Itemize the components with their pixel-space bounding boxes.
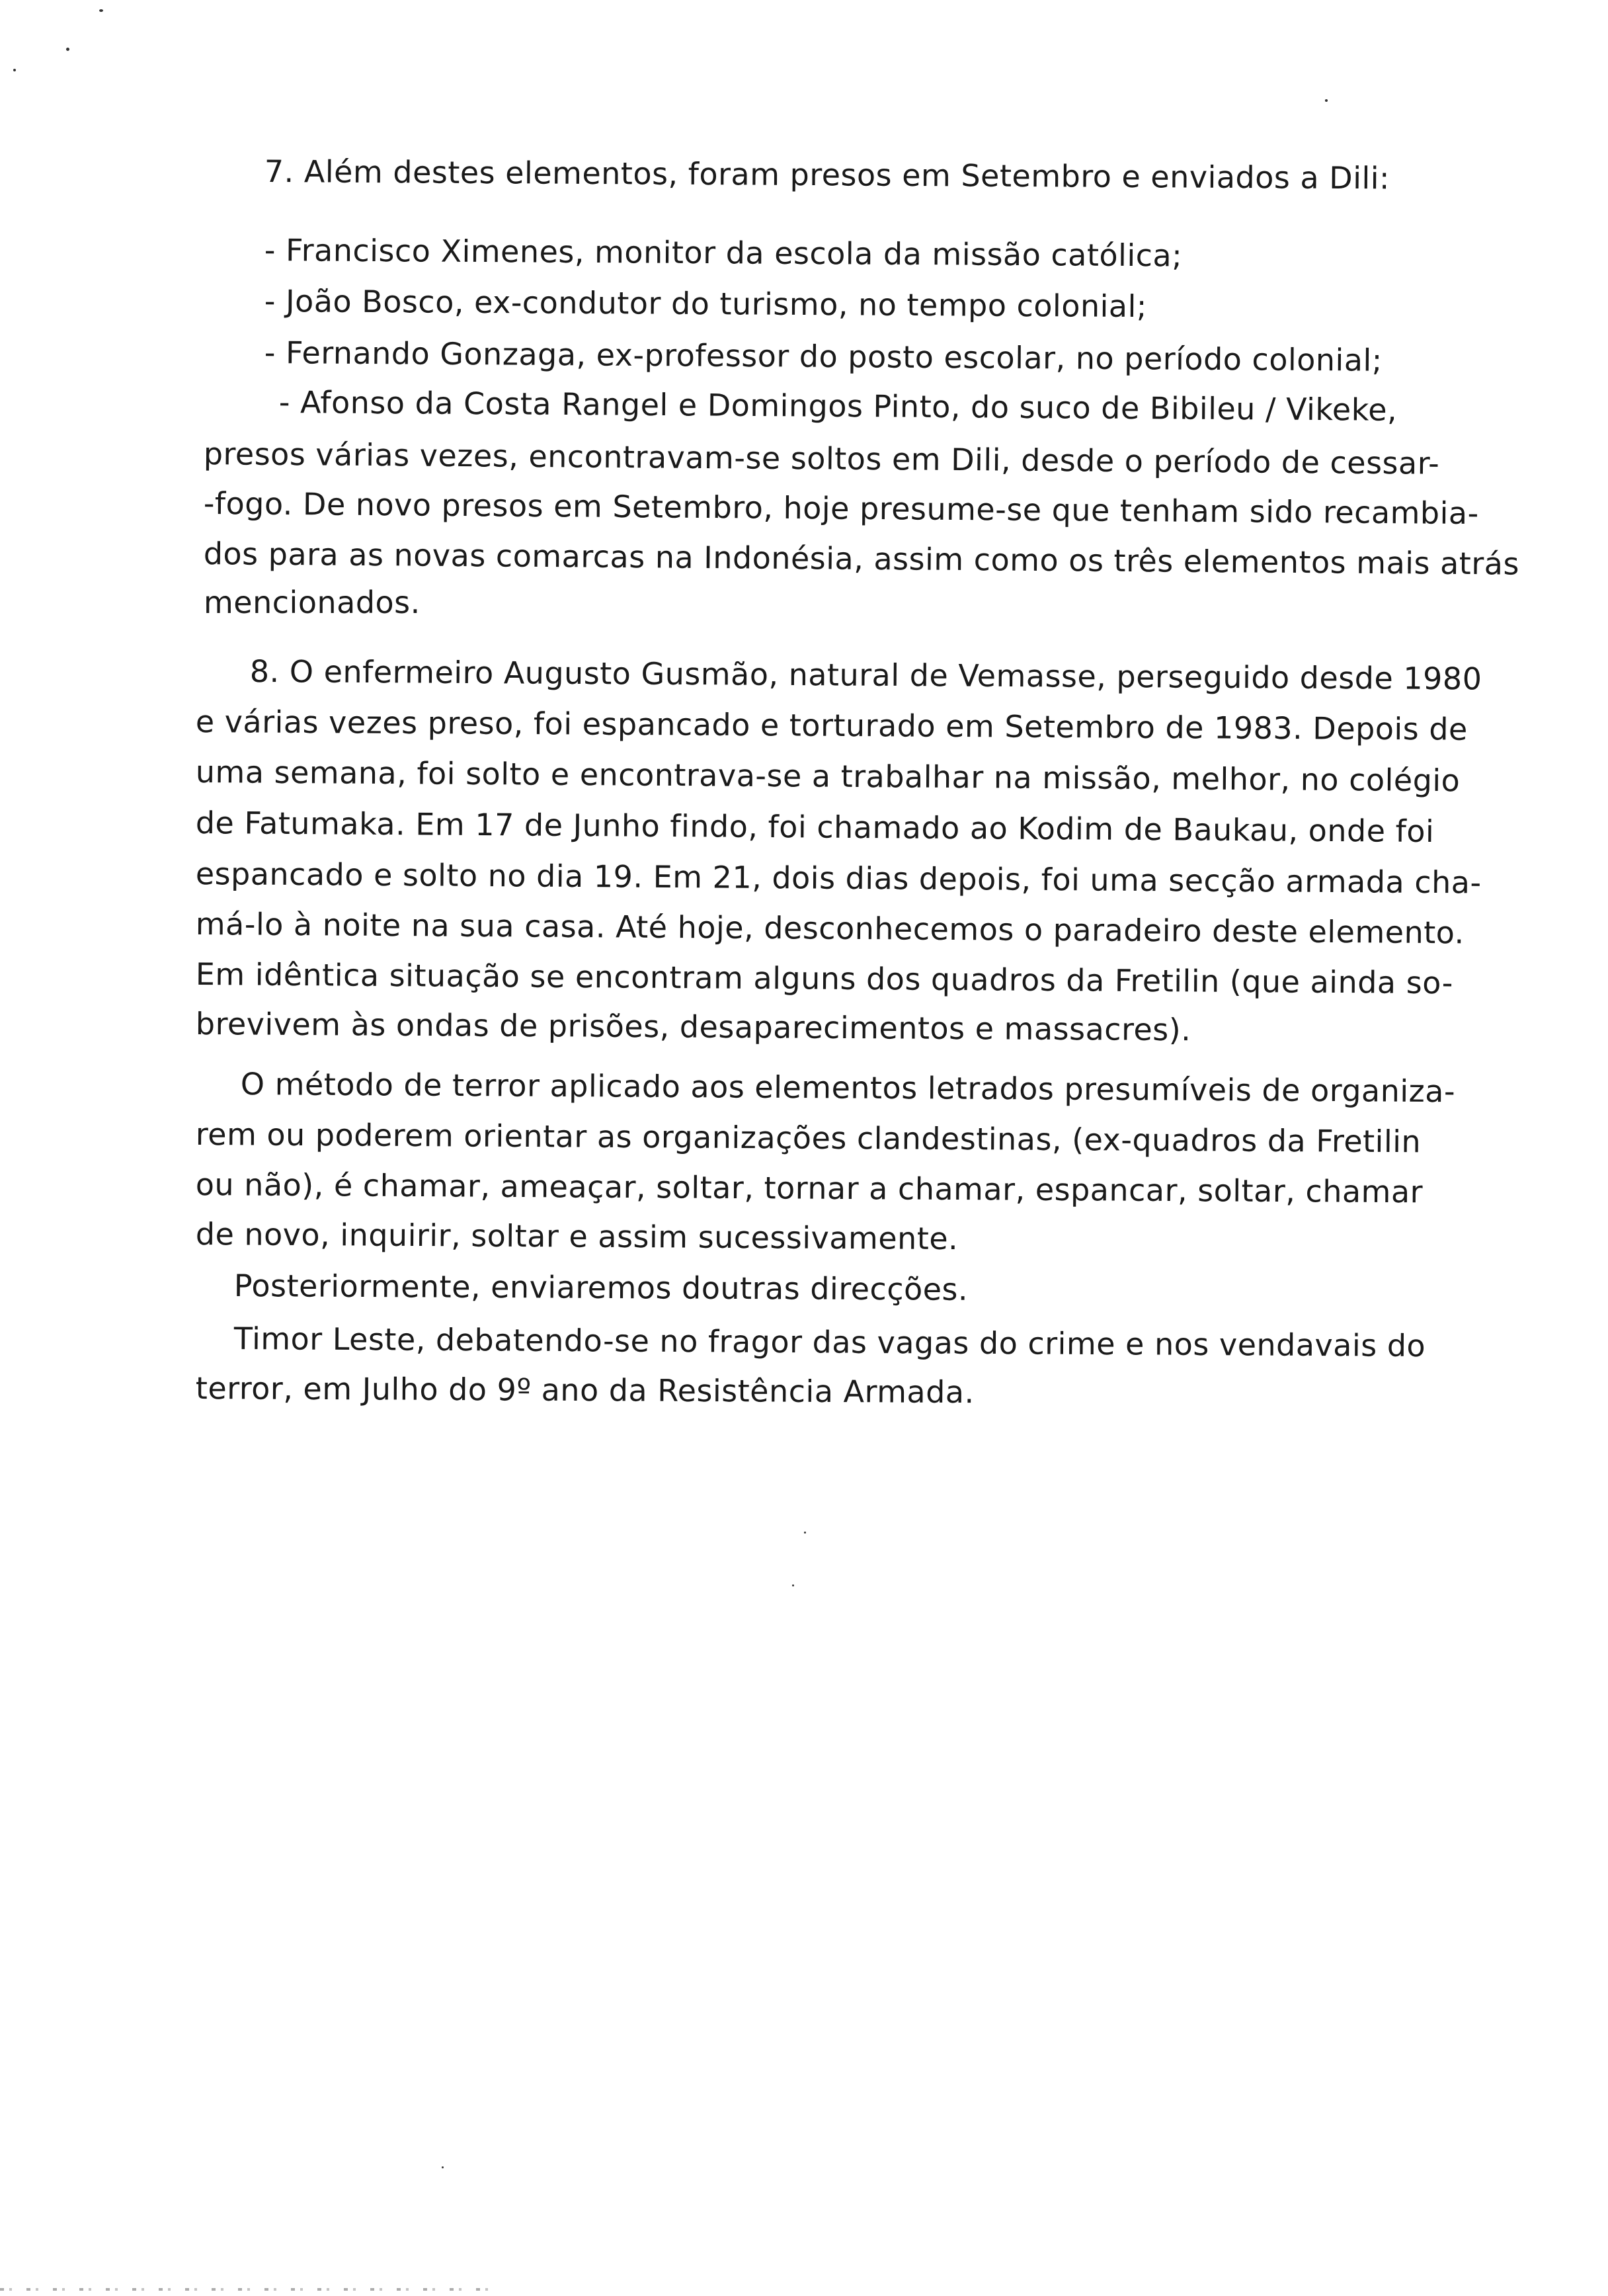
paragraph-line: mencionados. — [204, 585, 421, 620]
paragraph-line: ou não), é chamar, ameaçar, soltar, tornar a chamar, espancar, soltar, chamar — [195, 1167, 1424, 1210]
closing-line: terror, em Julho do 9º ano da Resistência Armada. — [195, 1370, 975, 1411]
paragraph-line: má-lo à noite na sua casa. Até hoje, desconhecemos o paradeiro deste elemento. — [195, 906, 1465, 951]
scan-speck — [1325, 99, 1328, 102]
scan-speck — [99, 9, 103, 12]
paragraph-line: uma semana, foi solto e encontrava-se a trabalhar na missão, melhor, no colégio — [195, 754, 1461, 799]
scan-speck — [804, 1532, 806, 1534]
list-item: - João Bosco, ex-condutor do turismo, no tempo colonial; — [264, 283, 1148, 325]
paragraph-7-intro: 7. Além destes elementos, foram presos em Setembro e enviados a Dili: — [264, 153, 1390, 196]
paragraph-line: de Fatumaka. Em 17 de Junho findo, foi chamado ao Kodim de Baukau, onde foi — [195, 805, 1435, 850]
list-item: - Afonso da Costa Rangel e Domingos Pinto, do suco de Bibileu / Vikeke, — [278, 384, 1398, 428]
paragraph-line: 8. O enfermeiro Augusto Gusmão, natural de Vemasse, perseguido desde 1980 — [249, 653, 1482, 697]
paragraph-line: -fogo. De novo presos em Setembro, hoje presume-se que tenham sido recambia- — [203, 485, 1479, 532]
paragraph-line: Posteriormente, enviaremos doutras direcções. — [233, 1268, 969, 1307]
paragraph-line: presos várias vezes, encontravam-se soltos em Dili, desde o período de cessar- — [203, 436, 1440, 481]
scan-speck — [792, 1584, 794, 1586]
list-item: - Francisco Ximenes, monitor da escola da missão católica; — [264, 232, 1183, 274]
paragraph-line: rem ou poderem orientar as organizações clandestinas, (ex-quadros da Fretilin — [195, 1116, 1422, 1160]
paragraph-line: dos para as novas comarcas na Indonésia, assim como os três elementos mais atrás — [203, 536, 1520, 582]
paragraph-line: Em idêntica situação se encontram alguns dos quadros da Fretilin (que ainda so- — [195, 956, 1453, 1001]
list-item: - Fernando Gonzaga, ex-professor do posto escolar, no período colonial; — [264, 335, 1383, 378]
paragraph-line: de novo, inquirir, soltar e assim sucessivamente. — [195, 1216, 959, 1257]
paragraph-line: espancado e solto no dia 19. Em 21, dois dias depois, foi uma secção armada cha- — [195, 856, 1482, 901]
scan-speck — [442, 2166, 444, 2168]
scan-edge — [0, 2288, 502, 2291]
paragraph-line: O método de terror aplicado aos elementos letrados presumíveis de organiza- — [240, 1066, 1456, 1110]
closing-line: Timor Leste, debatendo-se no fragor das vagas do crime e nos vendavais do — [233, 1321, 1426, 1364]
paragraph-line: brevivem às ondas de prisões, desaparecimentos e massacres). — [195, 1006, 1191, 1048]
scan-speck — [66, 48, 69, 51]
paragraph-line: e várias vezes preso, foi espancado e torturado em Setembro de 1983. Depois de — [195, 704, 1468, 747]
scan-speck — [13, 69, 16, 71]
